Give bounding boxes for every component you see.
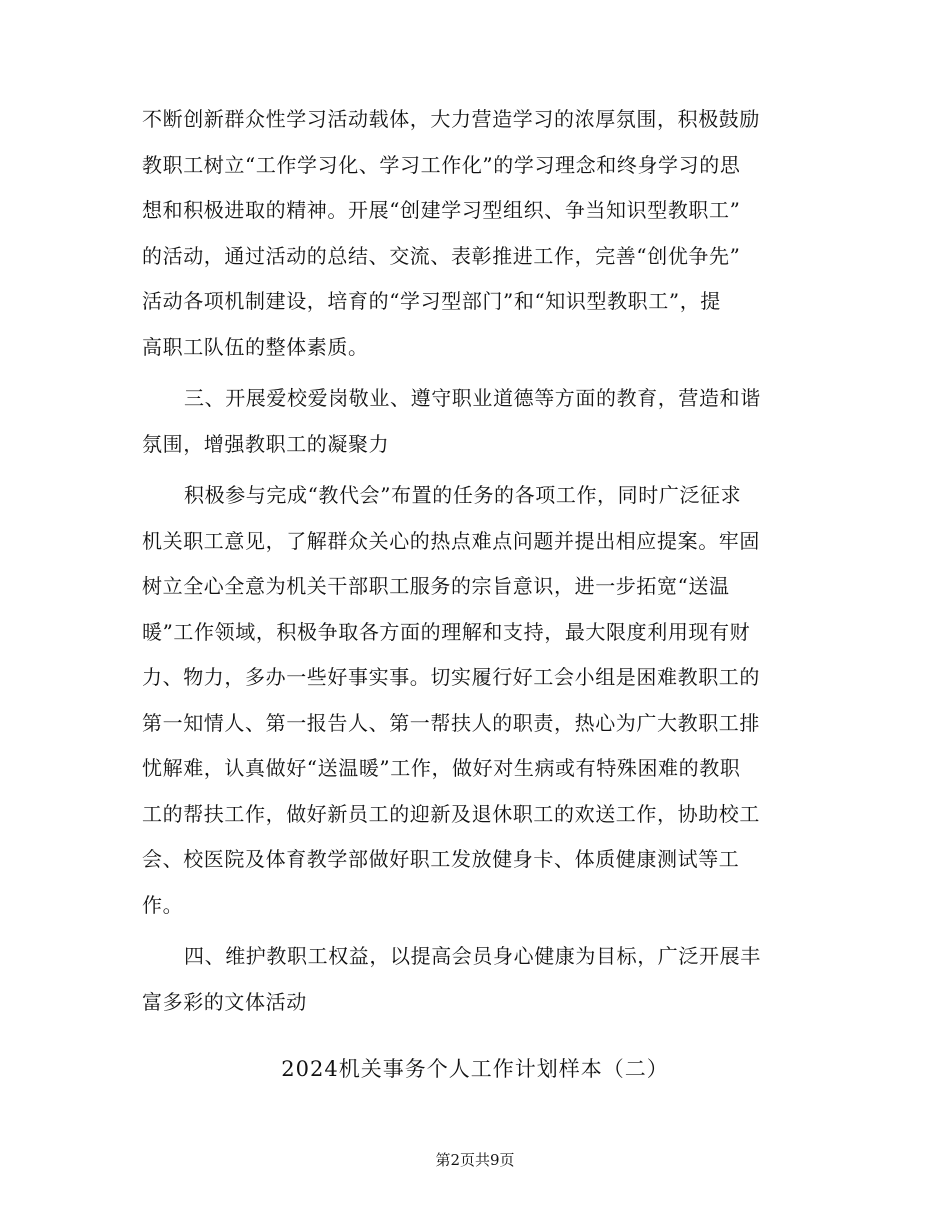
text-line: 力、物力，多办一些好事实事。切实履行好工会小组是困难教职工的 [142,665,760,689]
section-heading-3 [142,376,802,467]
text-line: 富多彩的文体活动 [142,989,307,1014]
text-line: 第一知情人、第一报告人、第一帮扶人的职责，热心为广大教职工排 [142,710,760,735]
section-heading-4 [142,934,802,1025]
text-line: 氛围，增强教职工的凝聚力 [142,431,390,456]
text-line: 暖”工作领域，积极争取各方面的理解和支持，最大限度利用现有财 [142,619,751,644]
text-line: 想和积极进取的精神。开展“创建学习型组织、争当知识型教职工” [142,198,741,222]
text-line: 忧解难，认真做好“送温暖”工作，做好对生病或有特殊困难的教职 [142,756,741,780]
page-number: 第2页共9页 [435,1151,515,1169]
text-line: 四、维护教职工权益，以提高会员身心健康为目标，广泛开展丰 [184,944,761,968]
text-line: 工的帮扶工作，做好新员工的迎新及退休职工的欢送工作，协助校工 [142,801,760,826]
text-line: 作。 [142,892,184,917]
text-line: 活动各项机制建设，培育的“学习型部门”和“知识型教职工”，提 [142,289,721,313]
text-line: 的活动，通过活动的总结、交流、表彰推进工作，完善“创优争先” [142,243,741,268]
text-line: 树立全心全意为机关干部职工服务的宗旨意识，进一步拓宽“送温 [142,574,730,598]
body-text [142,97,802,1025]
paragraph [142,473,802,928]
text-line: 会、校医院及体育教学部做好职工发放健身卡、体质健康测试等工 [142,847,740,871]
text-line: 机关职工意见，了解群众关心的热点难点问题并提出相应提案。牢固 [142,528,760,553]
text-line: 三、开展爱校爱岗敬业、遵守职业道德等方面的教育，营造和谐 [184,386,761,410]
document-title: 2024机关事务个人工作计划样本（二） [281,1057,669,1081]
paragraph [142,97,802,370]
text-line: 不断创新群众性学习活动载体，大力营造学习的浓厚氛围，积极鼓励 [142,107,760,131]
text-line: 高职工队伍的整体素质。 [142,334,369,359]
text-line: 积极参与完成“教代会”布置的任务的各项工作，同时广泛征求 [184,483,742,507]
text-line: 教职工树立“工作学习化、学习工作化”的学习理念和终身学习的思 [142,152,741,177]
